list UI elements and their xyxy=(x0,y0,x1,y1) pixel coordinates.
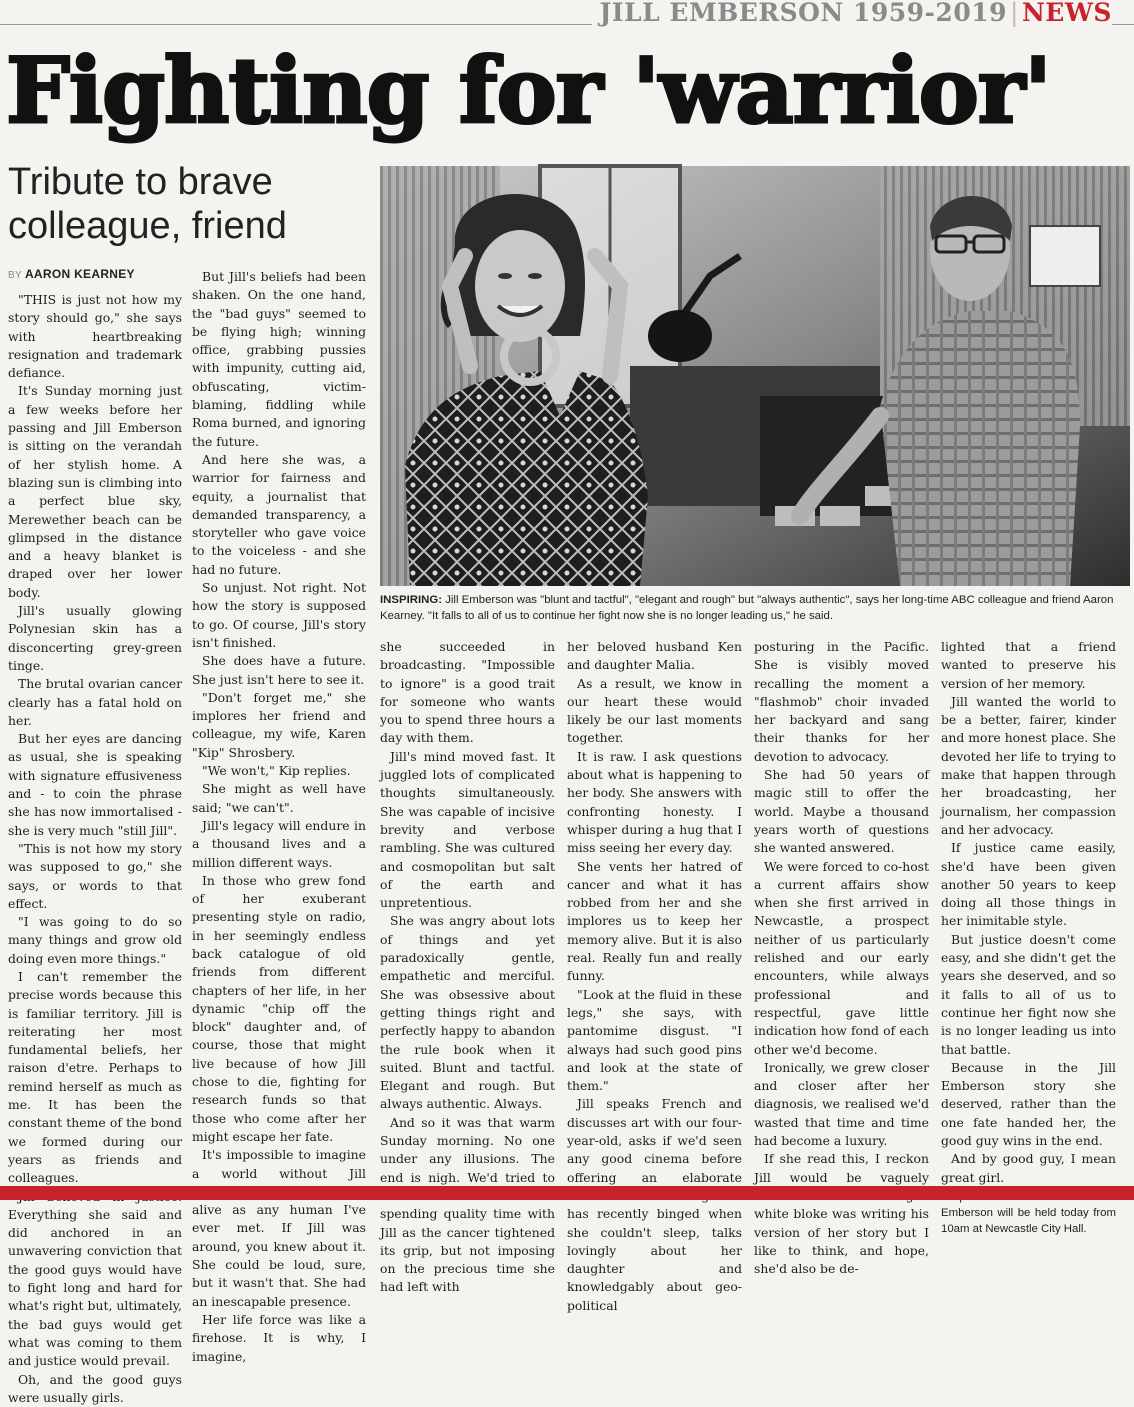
footer-bar xyxy=(0,1186,1134,1200)
paragraph: In those who grew fond of her exuberant presenting style on radio, in her seemingly endless back catalogue of old friends from different chapters of her life, in her dynamic "chip off the block" daughter and, of course, those that might live because of how Jill chose to die, fighting for research funds so that those who come after her might escape her fate. xyxy=(192,872,366,1144)
paragraph: It's impossible to imagine a world without Jill alive as any human I've ever met. If Jill was around, you knew about it. She could be loud, sure, but it wasn't that. She had an inescapable presence. xyxy=(192,1147,366,1309)
section-kicker xyxy=(592,0,1112,27)
byline-author: AARON KEARNEY xyxy=(24,267,135,281)
byline xyxy=(8,267,135,281)
paragraph: And here she was, a warrior for fairness and equity, a journalist that demanded transparency, a storyteller who gave voice to the voiceless - and she had no future. xyxy=(192,451,366,577)
paragraph: Jill's mind moved fast. It juggled lots of complicated thoughts simultaneously. She was capable of incisive brevity and verbose rambling. She was cultured and cosmopolitan but salt of the earth and unpretentious. xyxy=(380,748,555,911)
paragraph: Jill's usually glowing Polynesian skin has a disconcerting grey-green tinge. xyxy=(8,603,182,673)
paragraph: The brutal ovarian cancer clearly has a fatal hold on her. xyxy=(8,676,182,728)
paragraph: "This is not how my story was supposed to go," she says, or words to that effect. xyxy=(8,840,182,911)
article-column-6 xyxy=(941,638,1116,1235)
paragraph: But justice doesn't come easy, and she didn't get the years she deserved, and so it falls to all of us to continue her fight now she is no longer leading us into that battle. xyxy=(941,931,1116,1057)
kicker-title: JILL EMBERSON 1959-2019 xyxy=(599,0,1008,27)
paragraph: she succeeded in broadcasting. "Impossible to ignore" is a good trait for someone who wants you to spend three hours a day with them. xyxy=(380,639,555,746)
paragraph: posturing in the Pacific. She is visibly moved recalling the moment a "flashmob" choir invaded her backyard and sang their thanks for her devotion to advocacy. xyxy=(754,639,929,764)
article-column-5 xyxy=(754,638,929,1277)
paragraph: She had 50 years of magic still to offer the world. Maybe a thousand years worth of questions she wanted answered. xyxy=(754,767,929,856)
paragraph: If justice came easily, she'd have been given another 50 years to keep doing all those things in her inimitable style. xyxy=(941,840,1116,929)
caption-label: INSPIRING: xyxy=(380,594,443,606)
article-column-1 xyxy=(8,291,182,1405)
paragraph: Jill speaks French and discusses art with our four-year-old, asks if we'd seen any good cinema before offering an elaborate has recently binged when she couldn't sleep, talks lovingly about her daughter and knowledgably about geo-political xyxy=(567,1096,742,1313)
paragraph: She might as well have said; "we can't". xyxy=(192,781,366,815)
paragraph: It's Sunday morning just a few weeks before her passing and Jill Emberson is sitting on the verandah of her stylish home. A blazing sun is climbing into a perfect blue sky, Merewether beach can be glimpsed in the distance and a heavy blanket is draped over her lower body. xyxy=(8,383,182,600)
paragraph: Jill wanted the world to be a better, fairer, kinder and more honest place. She devoted her life to trying to make that happen through her broadcasting, her journalism, her compassion and her advocacy. xyxy=(941,693,1116,837)
article-column-4 xyxy=(567,638,742,1313)
paragraph: "THIS is just not how my story should go," she says with heartbreaking resignation and trademark defiance. xyxy=(8,292,182,381)
paragraph: Jill's legacy will endure in a thousand lives and a million different ways. xyxy=(192,817,366,870)
paragraph: "I was going to do so many things and grow old doing even more things." xyxy=(8,914,182,966)
paragraph: She does have a future. She just isn't here to see it. xyxy=(192,653,366,687)
paragraph: her beloved husband Ken and daughter Malia. xyxy=(567,639,742,673)
article-column-3 xyxy=(380,638,555,1295)
byline-prefix: BY xyxy=(8,270,22,281)
paragraph: She was angry about lots of things and yet paradoxically gentle, empathetic and merciful. She was obsessive about getting things right and perfectly happy to abandon the rule book when it suited. Blunt and tactful. Elegant and rough. But always authentic. Always. xyxy=(380,913,555,1112)
paragraph: I can't remember the precise words because this is familiar territory. Jill is reiterating her most fundamental beliefs, her raison d'etre. Perhaps to remind herself as much as me. It has been the constant theme of the bond we formed during our years as friends and colleagues. xyxy=(8,968,182,1186)
paragraph: Because in the Jill Emberson story she deserved, rather than the one fate handed her, the good guy wins in the end. xyxy=(941,1059,1116,1149)
headline: Fighting for 'warrior' xyxy=(6,38,1051,144)
paragraph: And by good guy, I mean great girl. xyxy=(941,1151,1116,1185)
paragraph: "We won't," Kip replies. xyxy=(202,763,351,779)
memorial-note-text: Emberson will be held today from 10am at Newcastle City Hall. xyxy=(941,1206,1116,1235)
section-label: NEWS xyxy=(1021,0,1112,27)
caption-text: Jill Emberson was "blunt and tactful", "elegant and rough" but "always authentic", says her long-time ABC colleague and friend Aaron Kearney. "It falls to all of us to continue her fight now she is no longer leading us," he said. xyxy=(380,594,1114,622)
kicker-separator: | xyxy=(1010,0,1019,27)
paragraph: lighted that a friend wanted to preserve his version of her memory. xyxy=(941,639,1116,691)
paragraph: As a result, we know in our heart these would likely be our last moments together. xyxy=(567,675,742,746)
paragraph: And so it was that warm Sunday morning. No one under any illusions. The end is nigh. We'd tried to spending quality time with Jill as the cancer tightened its grip, but not imposing on the precious time she had left with xyxy=(380,1114,555,1295)
photo-caption xyxy=(380,592,1130,624)
paragraph: Ironically, we grew closer and closer after her diagnosis, we realised we'd wasted that time and time had become a luxury. xyxy=(754,1059,929,1149)
paragraph: Oh, and the good guys were usually girls. xyxy=(8,1371,182,1405)
paragraph: We were forced to co-host a current affairs show when she first arrived in Newcastle, a prospect neither of us particularly relished and our early encounters, while always professional and respectful, gave little indication how fond of each other we'd become. xyxy=(754,858,929,1057)
paragraph: "Look at the fluid in these legs," she says, with pantomime disgust. "I always had such good pins and look at the state of them." xyxy=(567,986,742,1094)
newsroom-photo xyxy=(380,166,1130,586)
paragraph: "Don't forget me," she implores her friend and colleague, my wife, Karen "Kip" Shrosbery. xyxy=(192,689,366,760)
paragraph: So unjust. Not right. Not how the story is supposed to go. Of course, Jill's story isn't finished. xyxy=(192,580,366,650)
photo-illustration-icon xyxy=(380,166,1130,586)
paragraph: She vents her hatred of cancer and what it has robbed from her and she implores us to keep her memory alive. But it is also real. Really fun and really funny. xyxy=(567,858,742,984)
paragraph: If she read this, I reckon Jill would be vaguely white bloke was writing his version of her story but I like to think, and hope, she'd also be de- xyxy=(754,1151,929,1277)
paragraph: Her life force was like a firehose. It is why, I imagine, xyxy=(192,1311,366,1364)
paragraph: Everything she said and did anchored in an unwavering conviction that the good guys would have to fight long and hard for what's right but, ultimately, the bad guys would get what was coming to them and justice would prevail. xyxy=(8,1206,182,1369)
subheadline: Tribute to brave colleague, friend xyxy=(8,161,287,247)
paragraph: But her eyes are dancing as usual, she is speaking with signature effusiveness and - to coin the phrase she has now immortalised - she is very much "still Jill". xyxy=(8,731,182,838)
paragraph: But Jill's beliefs had been shaken. On the one hand, the "bad guys" seemed to be flying high; winning office, grabbing pussies with impunity, cutting aid, obfuscating, victim-blaming, fiddling while Roma burned, and ignoring the future. xyxy=(192,269,366,449)
article-column-2 xyxy=(192,268,366,1364)
paragraph: It is raw. I ask questions about what is happening to her body. She answers with confronting honesty. I whisper during a hug that I miss seeing her every day. xyxy=(567,748,742,856)
